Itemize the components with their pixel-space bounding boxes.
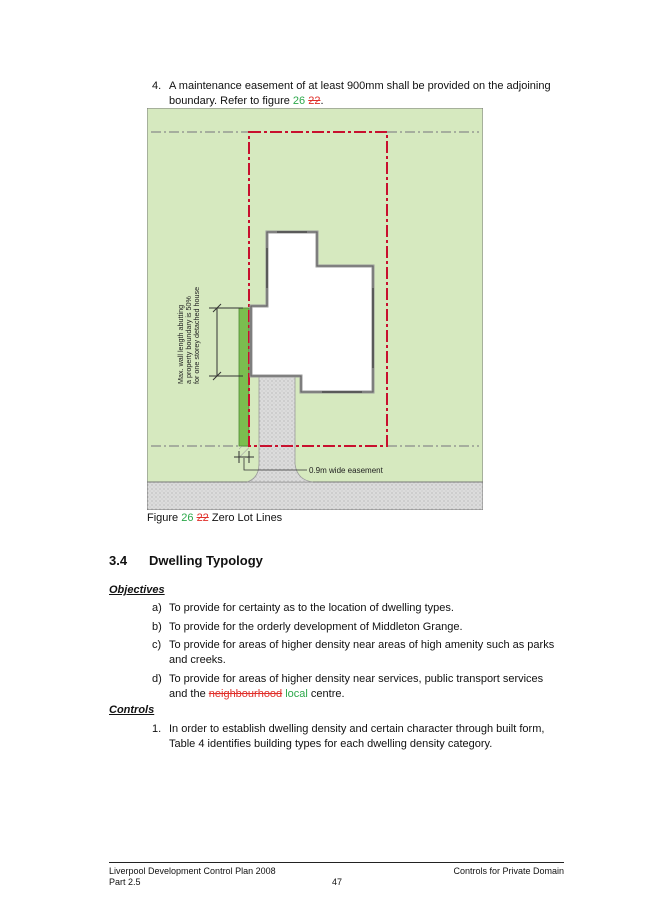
footer-rule [109,862,564,863]
objectives-heading: Objectives [109,584,165,596]
wall-length-label: Max. wall length abutting a property boundary is 50% for one storey detached house [176,286,201,384]
item-text: A maintenance easement of at least 900mm shall be provided on the adjoining boundary. Refer to figure 26 22. [169,80,551,107]
easement-label: 0.9m wide easement [309,466,383,475]
section-title: Dwelling Typology [149,553,263,568]
easement-hatch [239,446,249,458]
deleted-figure-number: 22 [308,95,321,107]
footer-section-title: Controls for Private Domain [453,866,564,876]
inserted-figure-number: 26 [292,95,306,107]
figure-caption: Figure 26 22 Zero Lot Lines [147,512,283,524]
inserted-figure-number: 26 [181,512,194,524]
deleted-figure-number: 22 [196,512,209,524]
footpath-strip [147,482,483,510]
footer-document-title: Liverpool Development Control Plan 2008 [109,866,276,876]
item-number: 4. [152,80,162,92]
deleted-text: neighbourhood [208,688,283,700]
footer-part: Part 2.5 [109,877,141,887]
site-plan-diagram [147,108,483,510]
inserted-text: local [285,688,308,700]
controls-heading: Controls [109,704,155,716]
page-number: 47 [332,877,343,887]
zero-lot-lines-figure [147,108,483,510]
section-number: 3.4 [109,553,128,568]
easement-strip [239,308,249,446]
